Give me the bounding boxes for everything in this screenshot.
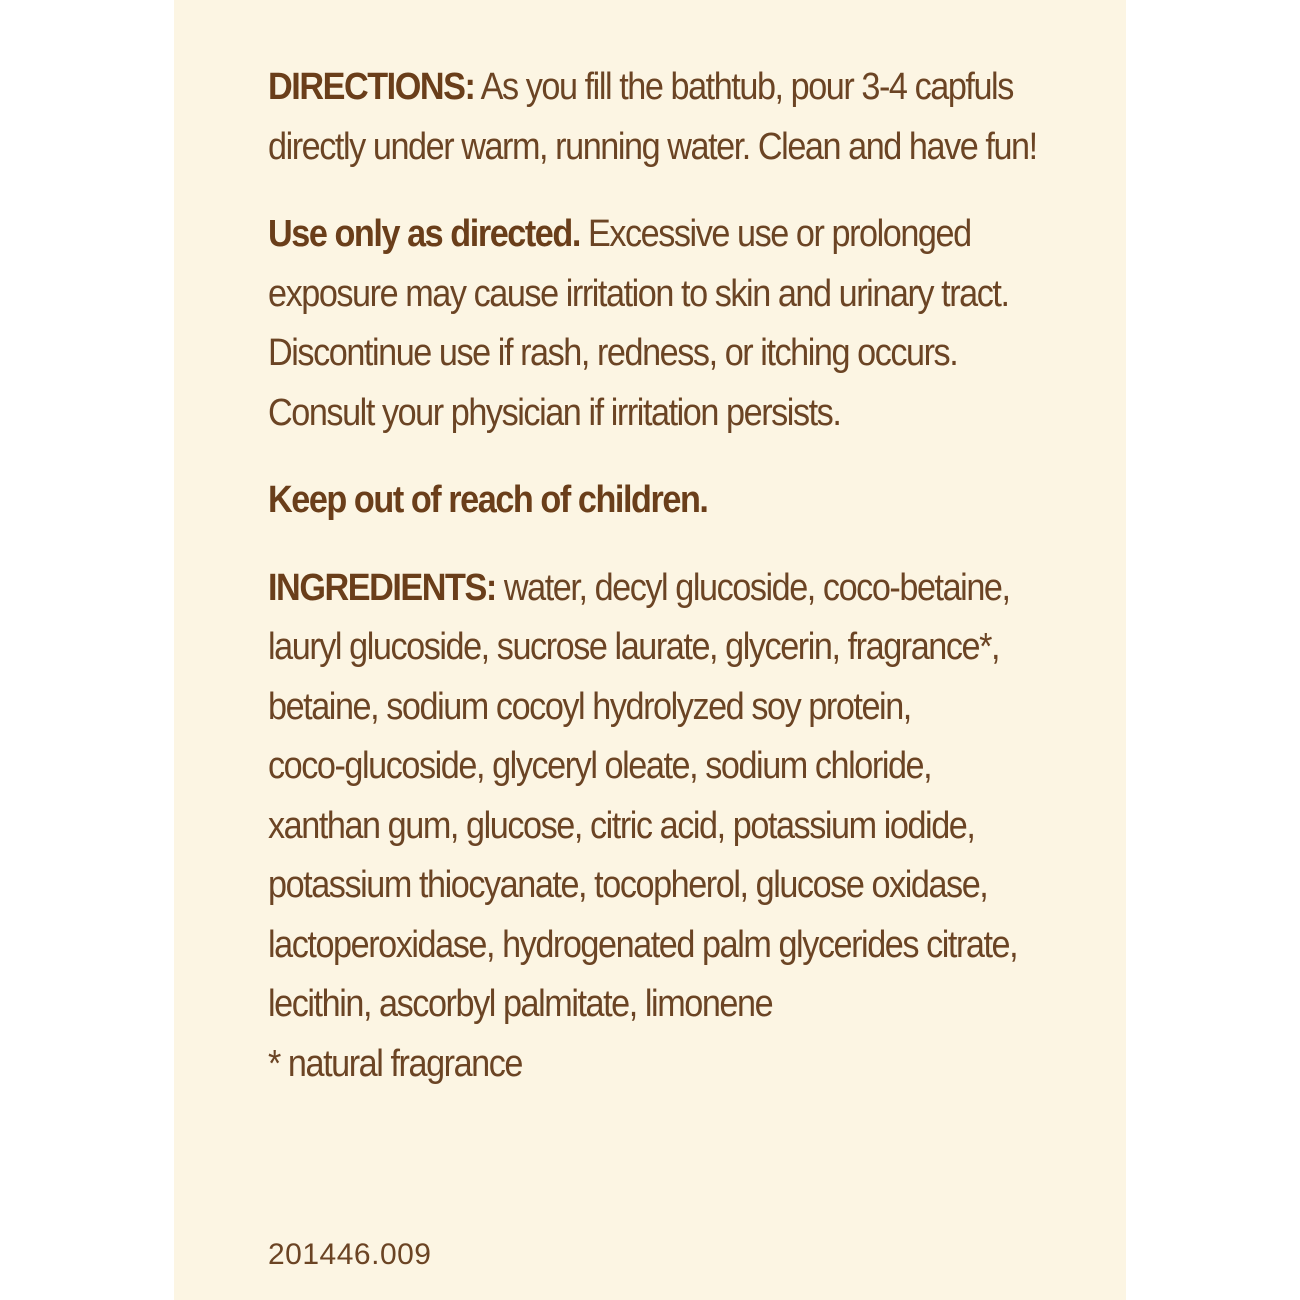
warning-heading: Use only as directed. xyxy=(268,213,580,255)
product-code: 201446.009 xyxy=(268,1238,432,1271)
directions-paragraph xyxy=(268,58,1097,177)
keep-away-heading: Keep out of reach of children. xyxy=(268,479,708,521)
ingredients-heading: INGREDIENTS: xyxy=(268,566,496,609)
keep-away-paragraph xyxy=(268,471,1097,531)
warning-paragraph xyxy=(268,205,1097,443)
ingredients-paragraph xyxy=(268,559,1097,1035)
ingredients-footnote: * natural fragrance xyxy=(268,1042,523,1085)
directions-text: As you fill the bathtub, pour 3-4 capfuls directly under warm, running water. Clean and have fun! xyxy=(268,66,1037,168)
ingredients-text: water, decyl glucoside, coco-betaine, lauryl glucoside, sucrose laurate, glycerin, fragrance*, betaine, sodium cocoyl hydrolyzed soy protein, coco-glucoside, glyceryl oleate, sodium chloride, xanthan gum, glucose, citric acid, potassium iodide, potassium thiocyanate, tocopherol, glucose oxidase, lactoperoxidase, hydrogenated palm glycerides citrate, lecithin, ascorbyl palmitate, limonene xyxy=(268,566,1018,1025)
warning-text: Excessive use or prolonged exposure may cause irritation to skin and urinary tract. Discontinue use if rash, redness, or itching occurs. Consult your physician if irritation persists. xyxy=(268,213,1009,434)
directions-heading: DIRECTIONS: xyxy=(268,66,475,108)
label-content xyxy=(268,58,1098,1094)
